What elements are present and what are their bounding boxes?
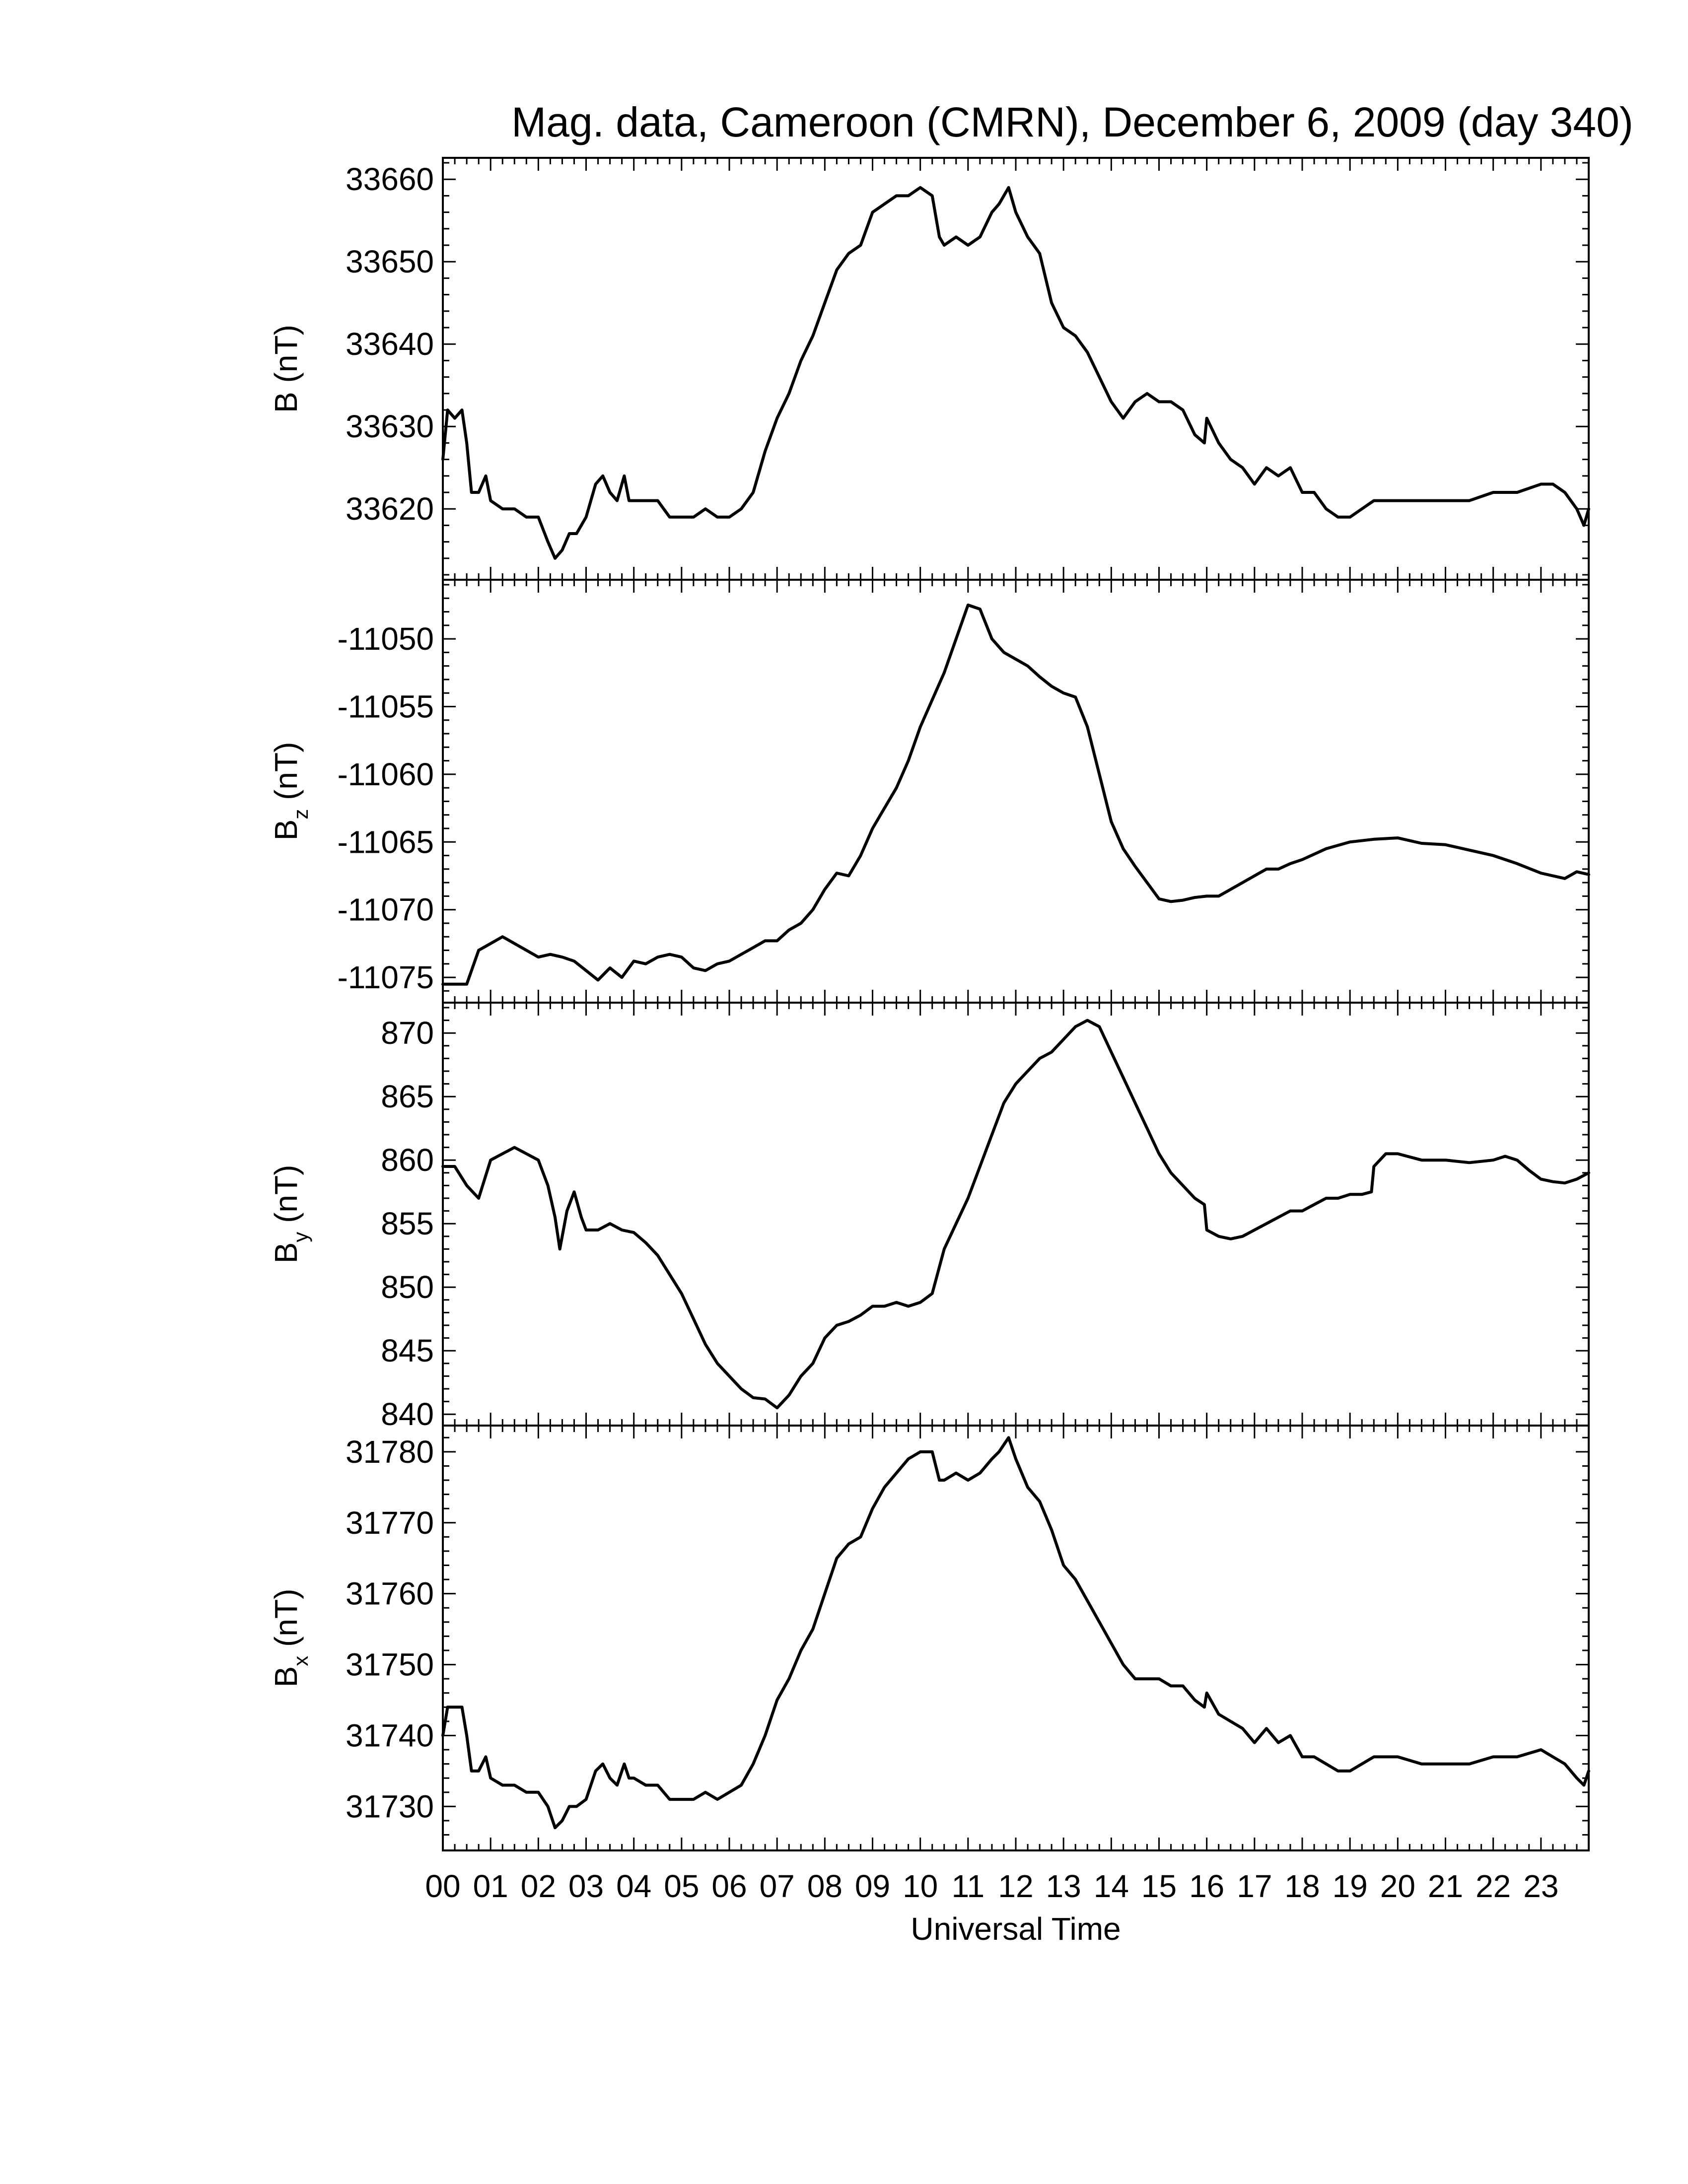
y-tick-label: 31780 bbox=[346, 1433, 434, 1470]
x-tick-label: 09 bbox=[854, 1868, 891, 1904]
y-tick-label: 33650 bbox=[346, 244, 434, 280]
y-axis-title bbox=[268, 1589, 312, 1688]
y-axis-title bbox=[268, 742, 312, 841]
x-tick-label: 12 bbox=[998, 1868, 1034, 1904]
x-tick-label: 11 bbox=[951, 1868, 985, 1904]
panel-Bz bbox=[268, 580, 1589, 1003]
x-axis-title: Universal Time bbox=[911, 1911, 1121, 1947]
y-axis-title-unit: (nT) bbox=[268, 742, 304, 809]
series-line-Bx bbox=[443, 1437, 1589, 1828]
x-tick-label: 16 bbox=[1189, 1868, 1225, 1904]
x-tick-label: 01 bbox=[473, 1868, 508, 1904]
x-axis bbox=[425, 1868, 1558, 1904]
y-axis-title-subscript: x bbox=[289, 1655, 312, 1666]
y-tick-label: 31760 bbox=[346, 1575, 434, 1612]
panel-frame bbox=[443, 1426, 1589, 1850]
y-tick-label: 31730 bbox=[346, 1788, 434, 1825]
y-axis-title bbox=[268, 325, 304, 413]
series-line-By bbox=[443, 1021, 1589, 1408]
series-line-B bbox=[443, 188, 1589, 558]
panel-B bbox=[268, 158, 1589, 580]
y-axis-title-symbol: B bbox=[268, 392, 304, 413]
y-tick-label: 845 bbox=[381, 1333, 434, 1369]
x-tick-label: 03 bbox=[568, 1868, 604, 1904]
y-tick-label: -11075 bbox=[337, 959, 434, 996]
x-tick-label: 06 bbox=[711, 1868, 747, 1904]
y-axis-title-unit: (nT) bbox=[268, 1588, 304, 1656]
panel-frame bbox=[443, 158, 1589, 580]
y-tick-label: 31770 bbox=[346, 1504, 434, 1541]
x-tick-label: 00 bbox=[425, 1868, 461, 1904]
y-tick-label: 850 bbox=[381, 1269, 434, 1305]
y-tick-label: 33630 bbox=[346, 409, 434, 445]
x-tick-label: 22 bbox=[1476, 1868, 1511, 1904]
y-tick-label: 840 bbox=[381, 1396, 434, 1433]
y-tick-label: 33620 bbox=[346, 491, 434, 527]
y-axis-title-unit: (nT) bbox=[268, 325, 304, 392]
y-axis-title-symbol: B bbox=[268, 1666, 304, 1688]
x-tick-label: 13 bbox=[1046, 1868, 1081, 1904]
y-tick-label: 31740 bbox=[346, 1717, 434, 1754]
y-axis-title-symbol: B bbox=[268, 1242, 304, 1264]
y-axis-title bbox=[268, 1165, 312, 1264]
x-tick-label: 17 bbox=[1237, 1868, 1272, 1904]
x-tick-label: 19 bbox=[1332, 1868, 1368, 1904]
x-tick-label: 15 bbox=[1141, 1868, 1177, 1904]
x-tick-label: 18 bbox=[1284, 1868, 1320, 1904]
x-tick-label: 10 bbox=[903, 1868, 938, 1904]
y-axis-title-unit: (nT) bbox=[268, 1164, 304, 1232]
y-tick-label: -11065 bbox=[337, 824, 434, 860]
x-tick-label: 08 bbox=[807, 1868, 843, 1904]
x-tick-label: 07 bbox=[759, 1868, 795, 1904]
y-tick-label: 33660 bbox=[346, 161, 434, 198]
panel-frame bbox=[443, 580, 1589, 1003]
y-tick-label: 31750 bbox=[346, 1646, 434, 1683]
x-tick-label: 21 bbox=[1427, 1868, 1464, 1904]
panel-frame bbox=[443, 1003, 1589, 1426]
x-tick-label: 05 bbox=[664, 1868, 700, 1904]
panel-By bbox=[268, 1003, 1589, 1432]
x-tick-label: 23 bbox=[1523, 1868, 1559, 1904]
series-line-Bz bbox=[443, 605, 1589, 984]
panel-Bx bbox=[268, 1426, 1589, 1850]
x-tick-label: 20 bbox=[1380, 1868, 1415, 1904]
panels-layer bbox=[268, 158, 1589, 1850]
x-tick-label: 02 bbox=[520, 1868, 556, 1904]
y-tick-label: -11050 bbox=[337, 621, 434, 657]
y-axis-title-subscript: y bbox=[289, 1231, 312, 1242]
chart-title: Mag. data, Cameroon (CMRN), December 6, 2009 (day 340) bbox=[511, 99, 1633, 145]
y-tick-label: 33640 bbox=[346, 326, 434, 362]
x-tick-label: 14 bbox=[1093, 1868, 1129, 1904]
x-tick-label: 04 bbox=[616, 1868, 652, 1904]
y-tick-label: 860 bbox=[381, 1142, 434, 1178]
y-tick-label: -11055 bbox=[337, 688, 434, 725]
y-tick-label: -11070 bbox=[337, 891, 434, 928]
y-axis-title-symbol: B bbox=[268, 819, 304, 841]
y-tick-label: 865 bbox=[381, 1079, 434, 1115]
y-tick-label: 855 bbox=[381, 1206, 434, 1242]
y-tick-label: -11060 bbox=[337, 756, 434, 792]
y-tick-label: 870 bbox=[381, 1015, 434, 1051]
y-axis-title-subscript: z bbox=[289, 809, 312, 819]
